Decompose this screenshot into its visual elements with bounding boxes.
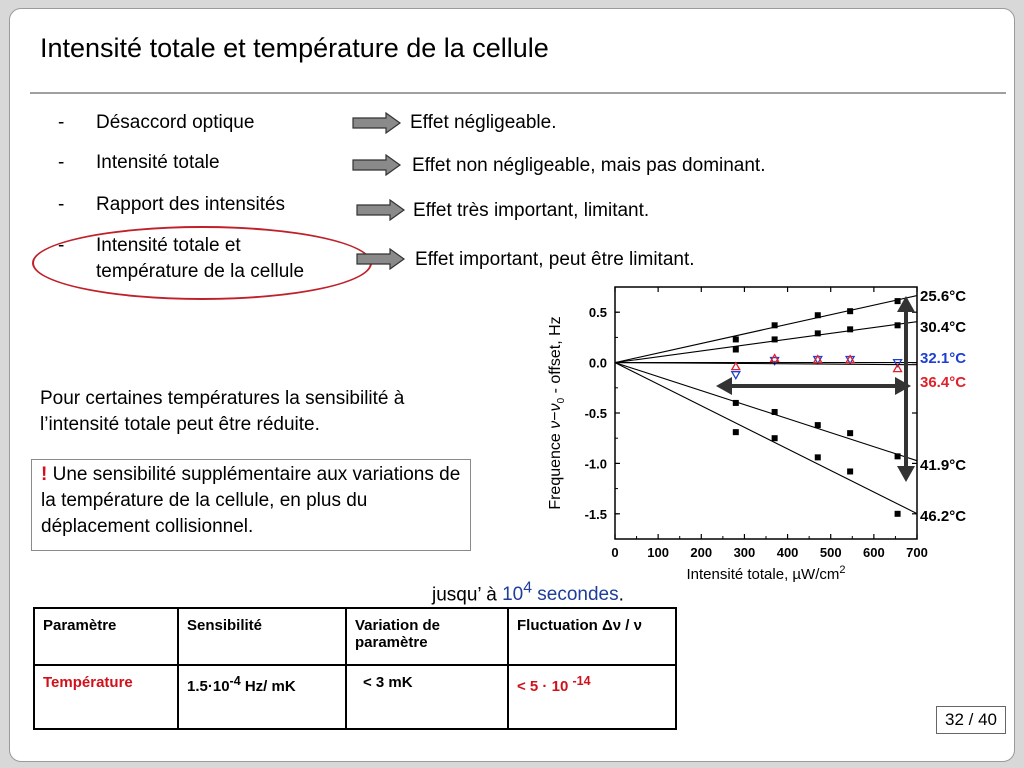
bullet-desaccord: Désaccord optique <box>96 112 255 133</box>
bullet-intensite: Intensité totale <box>96 152 220 173</box>
sensitivity-exp: -4 <box>229 674 241 688</box>
duration-suffix: . <box>618 584 624 606</box>
series-419-point <box>815 422 821 428</box>
series-256-point <box>895 298 901 304</box>
table-cell-fluctuation <box>508 665 676 729</box>
series-419-fit-line <box>615 363 917 461</box>
sensitivity-unit: Hz/ mK <box>240 678 296 695</box>
table-header: Variation de paramètre <box>346 608 508 665</box>
series-256-point <box>847 308 853 314</box>
arrow-right-icon <box>352 154 402 176</box>
x-axis-label: Intensité totale, $\mu W/cm^2$ <box>686 564 846 582</box>
duration-text <box>432 580 624 606</box>
bullet-temperature-line1: Intensité totale et <box>96 235 241 256</box>
x-tick-label: 400 <box>776 545 799 560</box>
arrow-right-icon <box>356 199 406 221</box>
page-number: 32 / 40 <box>936 706 1006 734</box>
arrow-right-icon <box>352 112 402 134</box>
series-419-point <box>772 409 778 415</box>
x-tick-label: 200 <box>690 545 713 560</box>
effect-temperature: Effet important, peut être limitant. <box>415 249 695 270</box>
table-cell-param: Température <box>34 665 178 729</box>
series-304-point <box>815 330 821 336</box>
arrow-down-icon <box>897 466 915 482</box>
series-462-label: 46.2°C <box>920 508 967 525</box>
series-304-point <box>847 326 853 332</box>
note-box <box>31 459 471 551</box>
warning-mark: ! <box>41 464 48 485</box>
table-row <box>34 665 676 729</box>
bullet-dash: - <box>58 152 65 173</box>
series-419-point <box>847 430 853 436</box>
arrow-right-icon <box>356 248 406 270</box>
arrow-right-icon <box>895 377 911 395</box>
table-header-row <box>34 608 676 665</box>
y-axis-label: Frequence $\nu-\nu_0$ - offset, Hz <box>547 316 567 510</box>
table-header: Paramètre <box>34 608 178 665</box>
series-364-point <box>894 365 902 372</box>
y-tick-label: -1.5 <box>584 506 607 522</box>
series-462-point <box>847 468 853 474</box>
duration-prefix: jusqu’ à <box>432 584 503 606</box>
effect-desaccord: Effet négligeable. <box>410 112 557 133</box>
series-364-label: 36.4°C <box>920 374 967 391</box>
duration-power-base: 10 <box>502 584 524 606</box>
table-header: Fluctuation Δν / ν <box>508 608 676 665</box>
plot-frame <box>615 287 917 539</box>
duration-unit: secondes <box>532 584 619 606</box>
duration-power <box>502 580 619 606</box>
series-462-point <box>895 511 901 517</box>
series-304-point <box>895 322 901 328</box>
highlight-ellipse <box>32 226 372 300</box>
arrow-left-icon <box>716 377 732 395</box>
series-256-fit-line <box>615 296 917 363</box>
table-cell-sensitivity <box>178 665 346 729</box>
sensitivity-base: 1.5·10 <box>187 678 230 695</box>
series-419-point <box>733 400 739 406</box>
series-462-point <box>815 454 821 460</box>
parameter-table <box>33 607 677 730</box>
series-256-point <box>772 322 778 328</box>
fluctuation-exp: -14 <box>572 674 591 688</box>
bullet-dash: - <box>58 194 65 215</box>
x-tick-label: 300 <box>733 545 756 560</box>
series-304-point <box>733 346 739 352</box>
series-304-fit-line <box>615 322 917 363</box>
x-tick-label: 100 <box>647 545 669 560</box>
series-304-label: 30.4°C <box>920 319 967 336</box>
series-462-point <box>733 429 739 435</box>
x-tick-label: 0 <box>611 545 619 560</box>
table-cell-variation: < 3 mK <box>346 665 508 729</box>
fluctuation-base: < 5 · 10 <box>517 678 573 695</box>
y-tick-label: -0.5 <box>584 406 607 421</box>
bullet-dash: - <box>58 235 65 256</box>
effect-intensite: Effet non négligeable, mais pas dominant. <box>412 155 766 176</box>
note-text: Une sensibilité supplémentaire aux variations de la température de la cellule, en plus du déplacement collisionnel. <box>41 464 461 537</box>
x-tick-label: 500 <box>819 545 842 560</box>
bullet-dash: - <box>58 112 65 133</box>
series-304-point <box>772 336 778 342</box>
series-256-label: 25.6°C <box>920 288 967 305</box>
bullet-temperature-line2: température de la cellule <box>96 261 305 282</box>
page-title: Intensité totale et température de la cellule <box>40 33 549 63</box>
effect-rapport: Effet très important, limitant. <box>413 200 650 221</box>
bullet-rapport: Rapport des intensités <box>96 194 286 215</box>
series-321-point <box>732 372 740 379</box>
series-321-label: 32.1°C <box>920 350 967 367</box>
y-tick-label: 0.0 <box>588 355 607 371</box>
sensitivity-paragraph: Pour certaines températures la sensibilité à l’intensité totale peut être réduite. <box>40 388 405 435</box>
x-tick-label: 700 <box>906 545 928 560</box>
series-256-point <box>733 336 739 342</box>
table-header: Sensibilité <box>178 608 346 665</box>
series-419-point <box>895 453 901 459</box>
title-divider <box>30 92 1006 94</box>
x-tick-label: 600 <box>863 545 885 560</box>
series-462-point <box>772 435 778 441</box>
frequency-chart <box>540 282 1010 582</box>
y-tick-label: 0.5 <box>588 305 607 321</box>
series-419-label: 41.9°C <box>920 457 967 474</box>
series-256-point <box>815 312 821 318</box>
y-tick-label: -1.0 <box>584 456 607 472</box>
duration-power-exp: 4 <box>523 580 533 597</box>
